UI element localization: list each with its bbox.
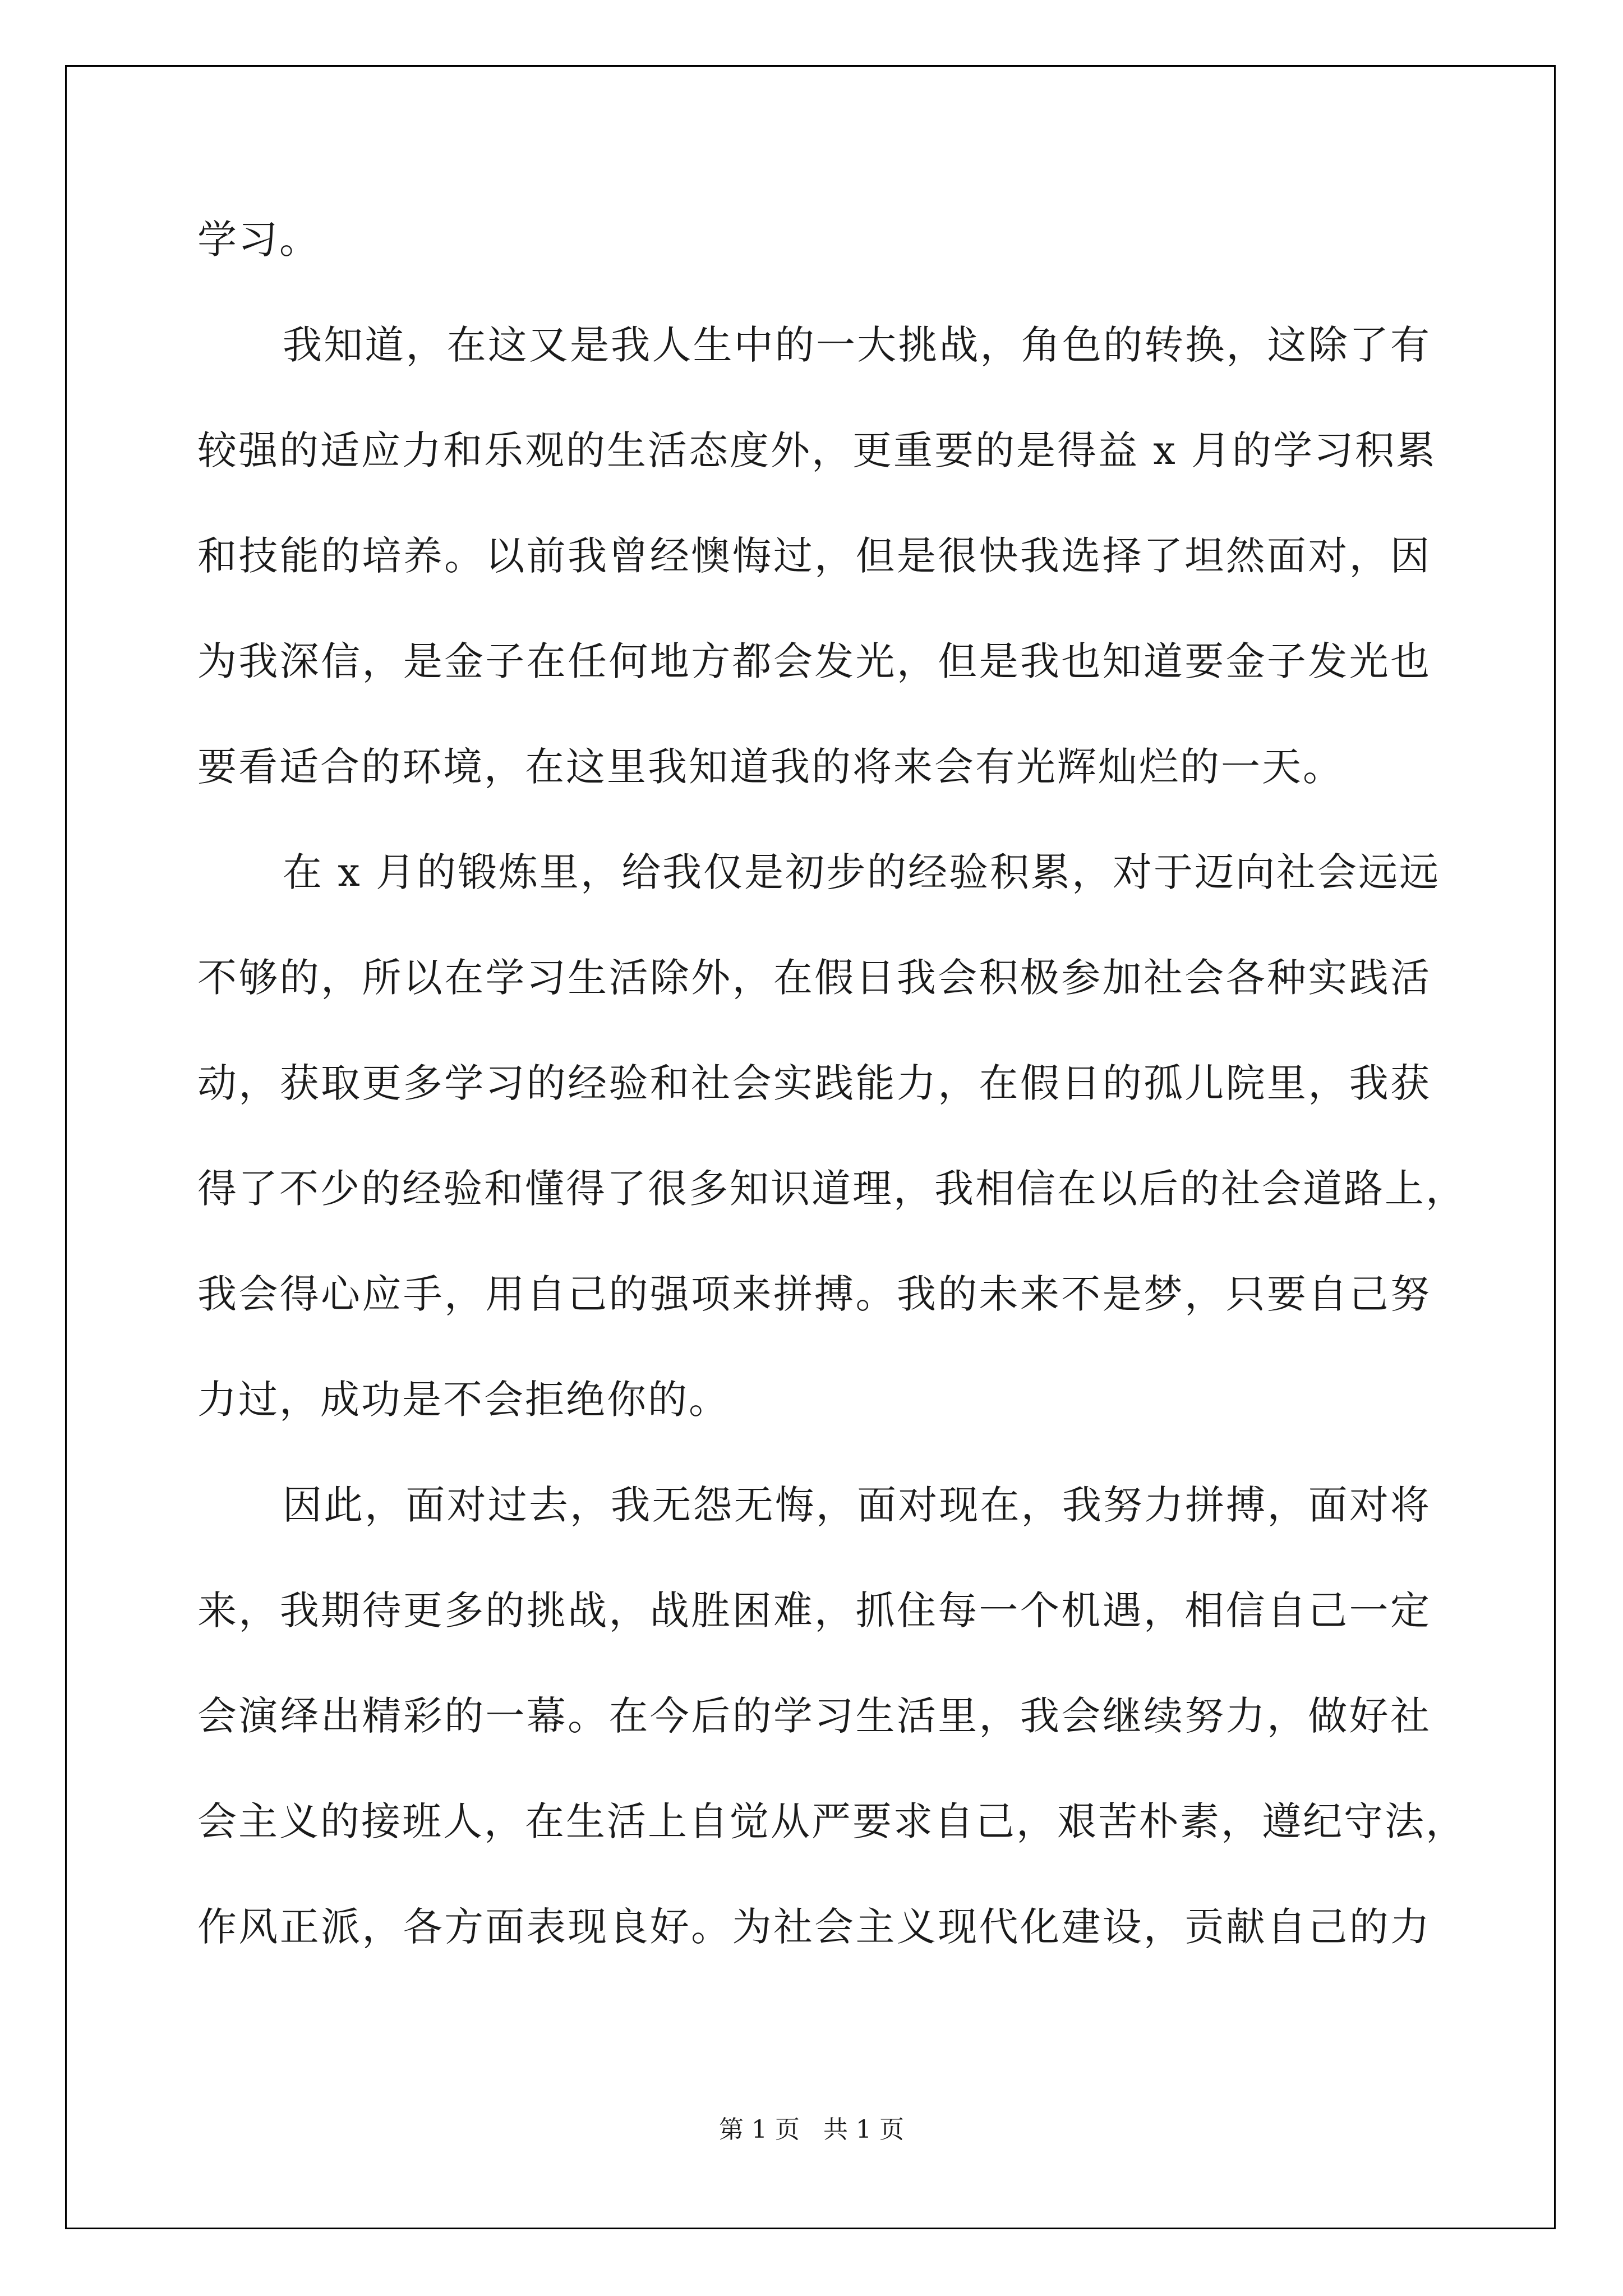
text-line: 会演绎出精彩的一幕。在今后的学习生活里，我会继续努力，做好社 (197, 1693, 1431, 1739)
text-line: 因此，面对过去，我无怨无悔，面对现在，我努力拼搏，面对将 (283, 1482, 1431, 1528)
text-line: 较强的适应力和乐观的生活态度外，更重要的是得益 x 月的学习积累 (197, 427, 1437, 473)
text-line: 动，获取更多学习的经验和社会实践能力，在假日的孤儿院里，我获 (197, 1060, 1431, 1106)
text-line: 得了不少的经验和懂得了很多知识道理，我相信在以后的社会道路上， (197, 1166, 1467, 1212)
text-line: 和技能的培养。以前我曾经懊悔过，但是很快我选择了坦然面对，因 (197, 533, 1431, 579)
text-line: 学习。 (197, 217, 320, 263)
page-number: 第 1 页 (719, 2115, 800, 2144)
text-line: 为我深信，是金子在任何地方都会发光，但是我也知道要金子发光也 (197, 638, 1431, 684)
page-total: 共 1 页 (823, 2115, 904, 2144)
text-line: 在 x 月的锻炼里，给我仅是初步的经验积累，对于迈向社会远远 (283, 849, 1440, 895)
text-line: 会主义的接班人，在生活上自觉从严要求自己，艰苦朴素，遵纪守法， (197, 1798, 1467, 1844)
text-line: 我知道，在这又是我人生中的一大挑战，角色的转换，这除了有 (283, 322, 1431, 368)
text-line: 作风正派，各方面表现良好。为社会主义现代化建设，贡献自己的力 (197, 1904, 1431, 1950)
text-line: 力过，成功是不会拒绝你的。 (197, 1377, 730, 1423)
text-line: 我会得心应手，用自己的强项来拼搏。我的未来不是梦，只要自己努 (197, 1271, 1431, 1317)
page-footer (0, 2109, 1623, 2145)
text-line: 不够的，所以在学习生活除外，在假日我会积极参加社会各种实践活 (197, 955, 1431, 1001)
text-line: 来，我期待更多的挑战，战胜困难，抓住每一个机遇，相信自己一定 (197, 1588, 1431, 1634)
document-body (197, 204, 1467, 1997)
text-line: 要看适合的环境，在这里我知道我的将来会有光辉灿烂的一天。 (197, 744, 1344, 790)
